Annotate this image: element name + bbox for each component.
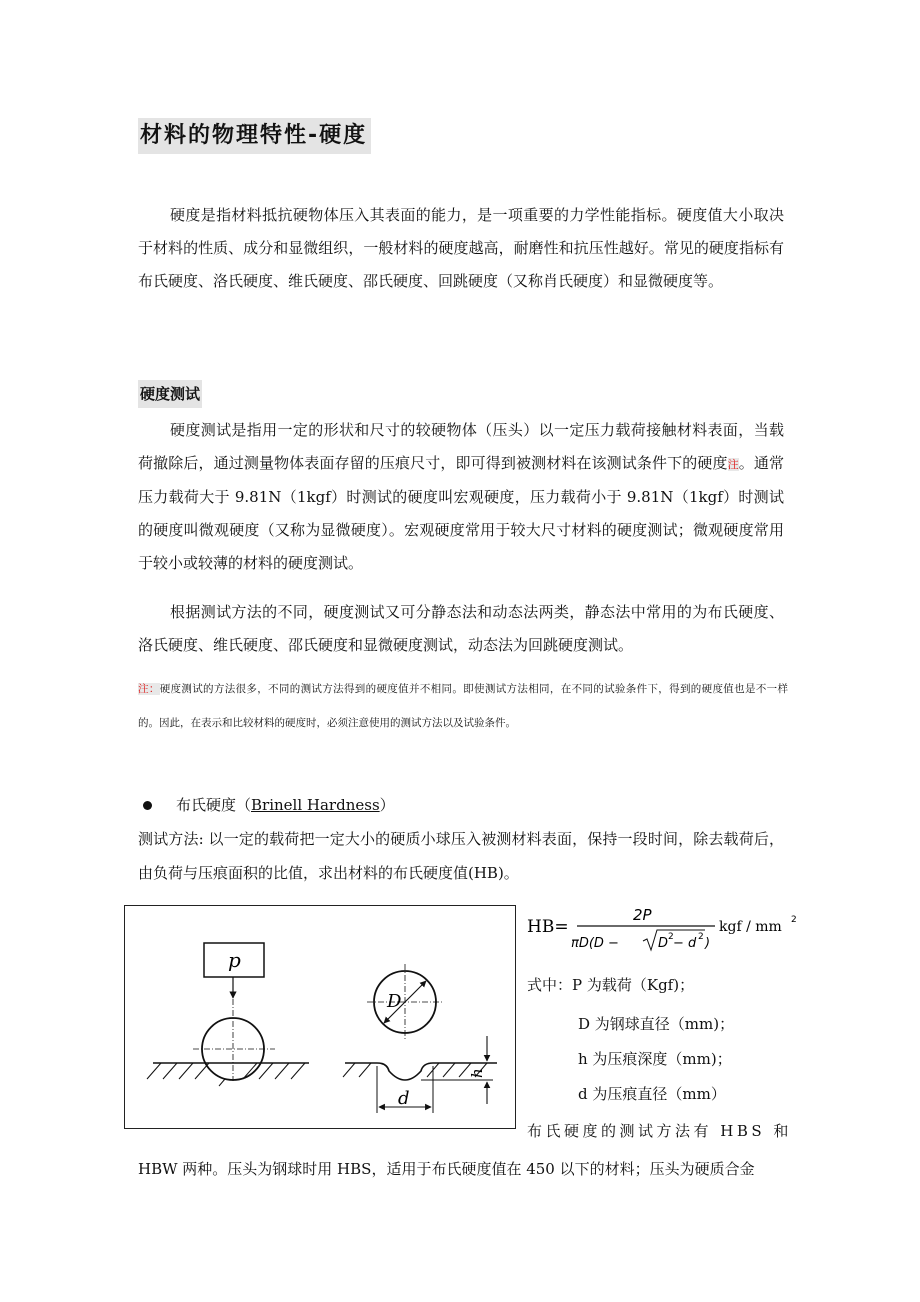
formula-unit-square: 2 (791, 915, 797, 925)
footnote-label: 注： (138, 683, 160, 695)
formula-lhs: HB= (527, 917, 569, 937)
bullet-icon (143, 801, 152, 810)
formula-square-2: 2 (698, 932, 704, 942)
d-label: d (398, 1088, 410, 1109)
diameter-label: D (387, 991, 402, 1012)
footnote (138, 672, 788, 740)
formula-root-b: − d (673, 936, 697, 951)
formula-unit: kgf / mm (719, 919, 782, 935)
note-reference[interactable]: 注 (727, 458, 739, 471)
section-heading: 硬度测试 (138, 380, 202, 408)
brinell-diagram-svg (125, 906, 515, 1128)
formula-square-1: 2 (668, 932, 674, 942)
formula-denominator-a: πD(D − (571, 936, 619, 951)
test-paragraph-2: 根据测试方法的不同，硬度测试又可分静态法和动态法两类，静态法中常用的为布氏硬度、洛氏硬度、维氏硬度、邵氏硬度和显微硬度测试，动态法为回跳硬度测试。 (138, 603, 784, 654)
formula-root-d: D (658, 936, 669, 951)
brinell-diagram (124, 905, 516, 1129)
legend-p: 式中：P 为载荷（Kgf)； (527, 976, 695, 994)
footnote-text: 硬度测试的方法很多，不同的测试方法得到的硬度值并不相同。即使测试方法相同，在不同的试验条件下，得到的硬度值也是不一样的。因此，在表示和比较材料的硬度时，必须注意使用的测试方法以及试验条件。 (138, 683, 789, 729)
intro-paragraph: 硬度是指材料抵抗硬物体压入其表面的能力，是一项重要的力学性能指标。硬度值大小取决于材料的性质、成分和显微组织，一般材料的硬度越高，耐磨性和抗压性越好。常见的硬度指标有布氏硬度、洛氏硬度、维氏硬度、邵氏硬度、回跳硬度（又称肖氏硬度）和显微硬度等。 (138, 206, 784, 290)
legend-D: D 为钢球直径（mm)； (578, 1015, 735, 1033)
formula-close: ) (705, 936, 711, 951)
brinell-close: ） (379, 796, 395, 814)
test-paragraph-1-text-a: 硬度测试是指用一定的形状和尺寸的较硬物体（压头）以一定压力载荷接触材料表面，当载荷撤除后，通过测量物体表面存留的压痕尺寸，即可得到被测材料在该测试条件下的硬度 (138, 421, 784, 472)
hatching-right (343, 1063, 487, 1077)
brinell-link[interactable]: Brinell Hardness (251, 796, 380, 814)
hb-formula-svg (527, 900, 807, 960)
test-paragraph-1 (138, 414, 784, 580)
test-paragraph-1-text-b: 。通常压力载荷大于 9.81N（1kgf）时测试的硬度叫宏观硬度，压力载荷小于 9.81N（1kgf）时测试的硬度叫微观硬度（又称为显微硬度）。宏观硬度常用于较大尺寸材料的硬度测试；微观硬度常用于较小或较薄的材料的硬度测试。 (138, 454, 784, 572)
load-label: p (228, 948, 241, 972)
brinell-methods-line-2: HBW 两种。压头为钢球时用 HBS，适用于布氏硬度值在 450 以下的材料；压头为硬质合金 (138, 1160, 755, 1178)
legend-h: h 为压痕深度（mm)； (578, 1050, 732, 1068)
brinell-method: 测试方法: 以一定的载荷把一定大小的硬质小球压入被测材料表面，保持一段时间，除去载荷后，由负荷与压痕面积的比值，求出材料的布氏硬度值(HB)。 (138, 830, 784, 882)
page-title: 材料的物理特性-硬度 (138, 118, 371, 154)
h-label: h (468, 1068, 486, 1078)
legend-d: d 为压痕直径（mm） (578, 1085, 726, 1103)
brinell-methods-line-1: 布氏硬度的测试方法有 HBS 和 (527, 1122, 792, 1140)
hatching-left (147, 1063, 305, 1086)
formula-numerator: 2P (633, 906, 652, 924)
hb-formula (527, 900, 807, 960)
brinell-bullet (138, 792, 395, 818)
brinell-label: 布氏硬度（ (176, 796, 252, 814)
